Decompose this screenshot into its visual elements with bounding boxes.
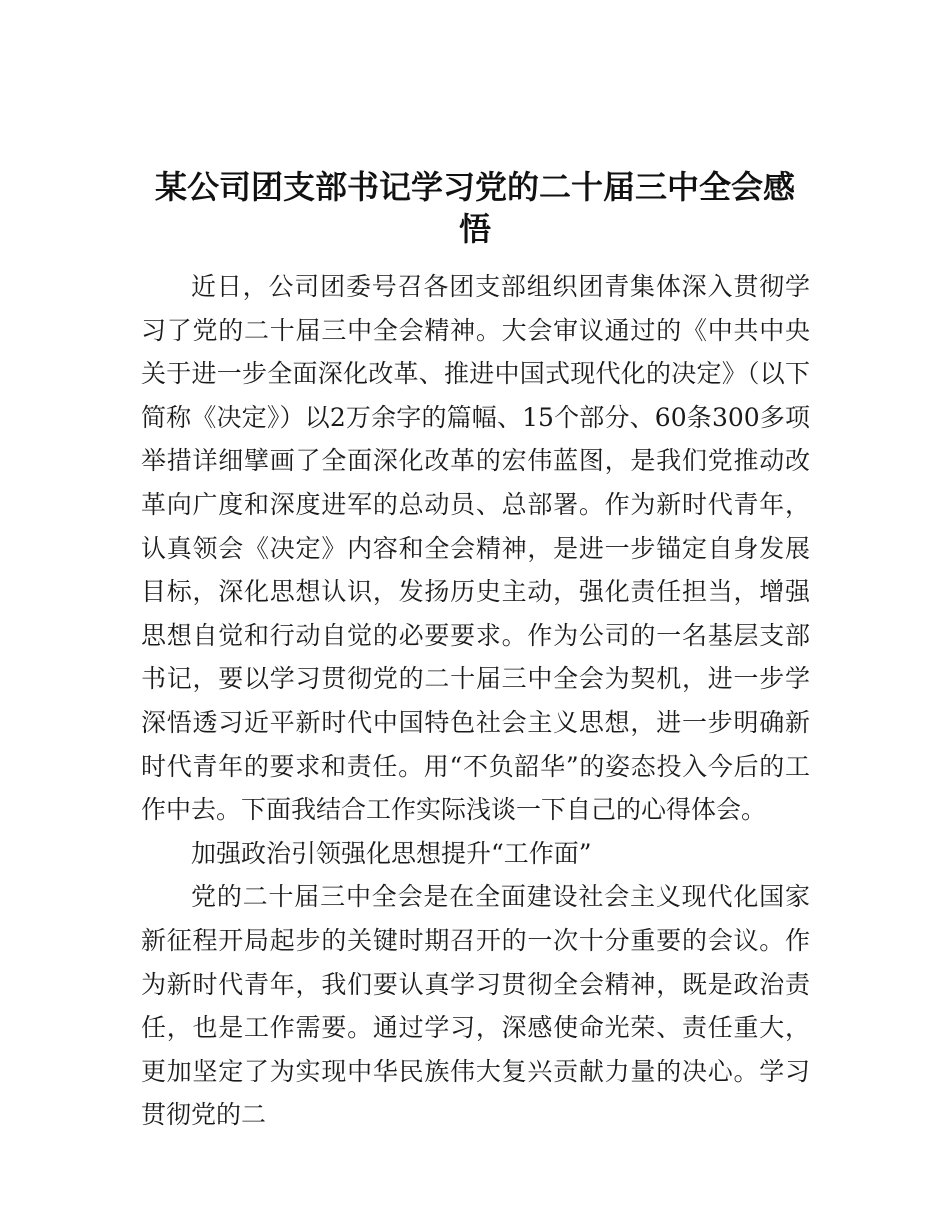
document-title: 某公司团支部书记学习党的二十届三中全会感悟 xyxy=(154,168,795,248)
paragraph-section-1: 党的二十届三中全会是在全面建设社会主义现代化国家新征程开局起步的关键时期召开的一次十分重要的会议。作为新时代青年，我们要认真学习贯彻全会精神，既是政治责任，也是工作需要。通过学习，深感使命光荣、责任重大，更加坚定了为实现中华民族伟大复兴贡献力量的决心。学习贯彻党的二 xyxy=(141,882,810,1130)
section-heading: 加强政治引领强化思想提升“工作面” xyxy=(191,838,592,868)
document-body xyxy=(141,265,810,1137)
paragraph-intro: 近日，公司团委号召各团支部组织团青集体深入贯彻学习了党的二十届三中全会精神。大会审议通过的《中共中央关于进一步全面深化改革、推进中国式现代化的决定》（以下简称《决定》）以2万余字的篇幅、15个部分、60条300多项举措详细擘画了全面深化改革的宏伟蓝图，是我们党推动改革向广度和深度进军的总动员、总部署。作为新时代青年，认真领会《决定》内容和全会精神，是进一步锚定自身发展目标，深化思想认识，发扬历史主动，强化责任担当，增强思想自觉和行动自觉的必要要求。作为公司的一名基层支部书记，要以学习贯彻党的二十届三中全会为契机，进一步学深悟透习近平新时代中国特色社会主义思想，进一步明确新时代青年的要求和责任。用“不负韶华”的姿态投入今后的工作中去。下面我结合工作实际浅谈一下自己的心得体会。 xyxy=(141,272,810,825)
